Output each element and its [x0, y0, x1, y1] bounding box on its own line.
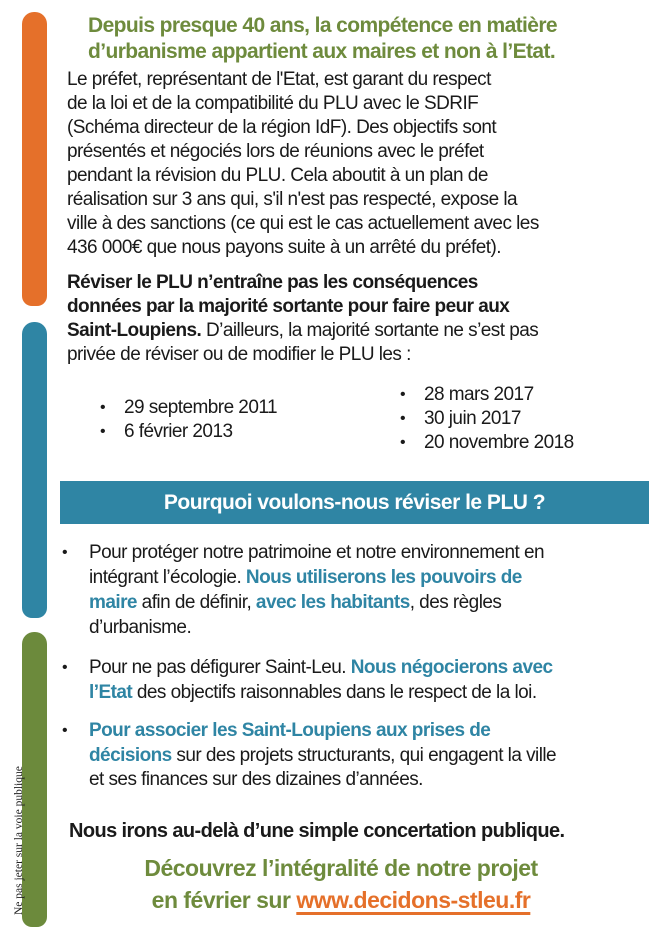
bullet-icon: •: [400, 434, 406, 451]
statement-line: [67, 320, 538, 342]
orange-side-bar: [22, 12, 47, 306]
intro-line: réalisation sur 3 ans qui, s'il n'est pas respecté, expose la: [67, 189, 518, 210]
blue-side-bar: [22, 322, 47, 618]
date-item: 20 novembre 2018: [424, 432, 574, 453]
reason-highlight: maire: [89, 592, 137, 613]
bullet-icon: •: [62, 659, 68, 676]
statement-text: D’ailleurs, la majorité sortante ne s’est pas: [201, 320, 539, 341]
reason-line: [89, 592, 501, 614]
date-item: 28 mars 2017: [424, 384, 534, 405]
reason-line: [89, 682, 537, 704]
bullet-icon: •: [62, 544, 68, 561]
reason-line: [89, 657, 553, 679]
green-side-bar: [22, 632, 47, 927]
bullet-icon: •: [62, 722, 68, 739]
intro-line: (Schéma directeur de la région IdF). Des objectifs sont: [67, 117, 497, 138]
title-line-1: Depuis presque 40 ans, la compétence en matière: [88, 14, 558, 37]
reason-text: afin de définir,: [136, 592, 256, 613]
statement-line: privée de réviser ou de modifier le PLU les :: [67, 344, 411, 365]
closing-statement: Nous irons au-delà d’une simple concertation publique.: [69, 820, 565, 842]
intro-line: présentés et négociés lors de réunions avec le préfet: [67, 141, 484, 162]
title-line-2: d’urbanisme appartient aux maires et non à l’Etat.: [88, 40, 556, 63]
reason-highlight: Nous négocierons avec: [350, 657, 553, 678]
reason-highlight: Pour associer les Saint-Loupiens aux prises de: [89, 720, 491, 741]
cta-prefix: en février sur: [151, 887, 297, 913]
reason-highlight: décisions: [89, 745, 172, 766]
reason-line: et ses finances sur des dizaines d’années.: [89, 769, 423, 790]
statement-bold-line: Réviser le PLU n’entraîne pas les conséquences: [67, 272, 478, 293]
reason-text: intégrant l’écologie.: [89, 567, 246, 588]
intro-line: 436 000€ que nous payons suite à un arrêté du préfet).: [67, 237, 502, 258]
intro-line: Le préfet, représentant de l'Etat, est garant du respect: [67, 69, 491, 90]
reason-line: [89, 567, 522, 589]
reason-text: , des règles: [409, 592, 502, 613]
bullet-icon: •: [100, 399, 106, 416]
date-item: 29 septembre 2011: [124, 397, 277, 418]
reason-highlight: l’Etat: [89, 682, 133, 703]
section-banner: Pourquoi voulons-nous réviser le PLU ?: [60, 481, 649, 524]
statement-bold-line: données par la majorité sortante pour faire peur aux: [67, 296, 510, 317]
cta-line-1: Découvrez l’intégralité de notre projet: [144, 855, 538, 881]
reason-line: d’urbanisme.: [89, 617, 192, 638]
reason-line: Pour protéger notre patrimoine et notre environnement en: [89, 542, 545, 563]
reason-text: sur des projets structurants, qui engagent la ville: [171, 745, 557, 766]
reason-line: [89, 745, 556, 767]
intro-line: pendant la révision du PLU. Cela aboutit à un plan de: [67, 165, 488, 186]
side-note: Ne pas jeter sur la voie publique: [13, 766, 25, 915]
reason-text: des objectifs raisonnables dans le respect de la loi.: [132, 682, 537, 703]
bullet-icon: •: [400, 386, 406, 403]
date-item: 30 juin 2017: [424, 408, 521, 429]
intro-line: ville à des sanctions (ce qui est le cas actuellement avec les: [67, 213, 539, 234]
cta-line-2: [0, 887, 664, 914]
bullet-icon: •: [400, 410, 406, 427]
intro-line: de la loi et de la compatibilité du PLU avec le SDRIF: [67, 93, 479, 114]
reason-highlight: Nous utiliserons les pouvoirs de: [245, 567, 522, 588]
date-item: 6 février 2013: [124, 421, 233, 442]
reason-text: Pour ne pas défigurer Saint-Leu.: [89, 657, 351, 678]
website-link[interactable]: www.decidons-stleu.fr: [296, 887, 531, 913]
statement-bold-text: Saint-Loupiens.: [67, 320, 202, 341]
bullet-icon: •: [100, 423, 106, 440]
reason-highlight: avec les habitants: [255, 592, 410, 613]
